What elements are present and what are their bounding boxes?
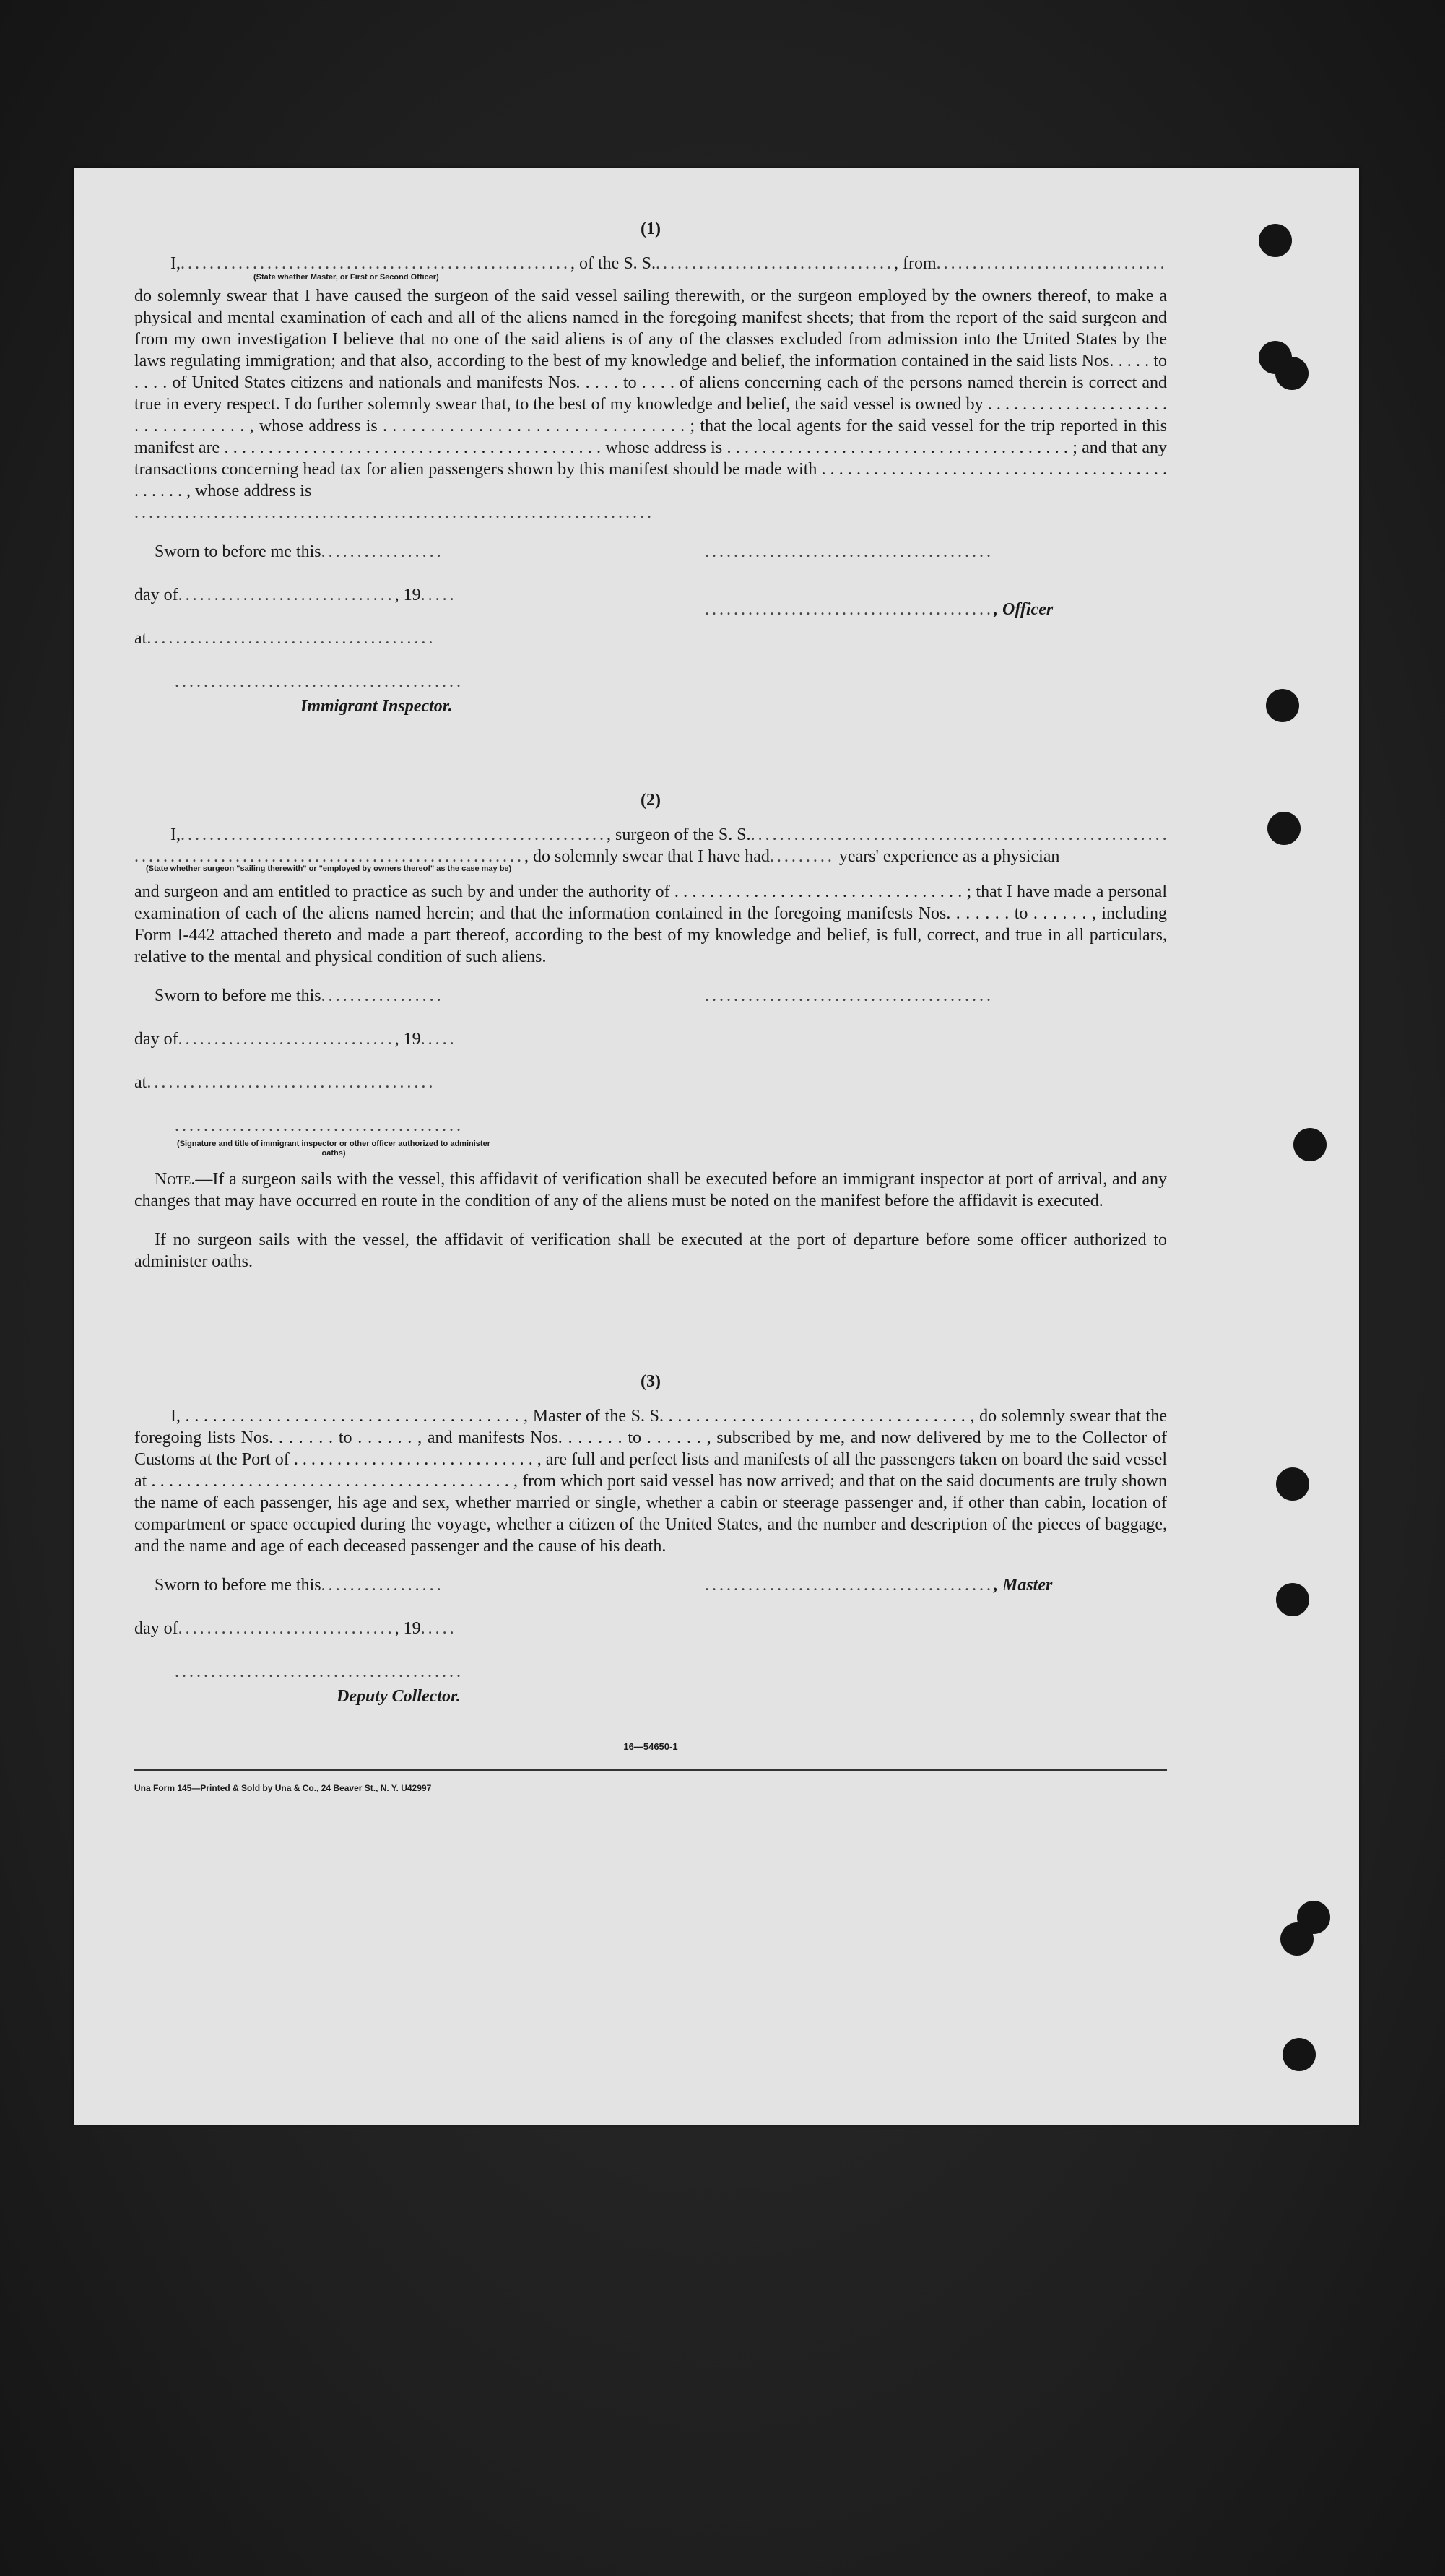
label-of-ss: , of the S. S. [570,254,656,273]
punch-hole [1293,1128,1327,1161]
punch-hole [1276,1467,1309,1501]
note-paragraph [134,1168,1167,1212]
label-swear: , do solemnly swear that I have had [524,847,770,866]
signature-caption: (Signature and title of immigrant inspector or other officer authorized to administer oaths) [177,1140,490,1158]
sworn-date-field[interactable] [321,541,444,563]
surgeon-name-field[interactable] [181,824,607,846]
day-of-label: day of [134,586,178,604]
master-signature-field[interactable] [705,1574,994,1596]
at-field[interactable] [147,628,435,649]
punch-hole [1280,1922,1314,1956]
officer-caption: (State whether Master, or First or Second Officer) [253,273,439,282]
inspector-signature-field[interactable] [175,671,464,693]
section-number: (2) [641,791,661,810]
punch-hole [1259,224,1292,257]
section-master-verification [134,1371,1167,1799]
note-text: —If a surgeon sails with the vessel, this affidavit of verification shall be executed before an immigrant inspector at port of arrival, and any changes that may have occurred en route in the condition of any of the aliens must be noted on the manifest before the affidavit is executed. [134,1170,1167,1210]
manifest-page [74,168,1359,2125]
section3-body: I, . . . . . . . . . . . . . . . . . . . . . . . . . . . . . . . . . . . . . , Master of the S. S. . . . . . . . . . . . . . . . . . . . . . . . . . . . . . . . . . , do solemnly swear that the foregoing lists Nos. . . . . . . to . . . . . . , and manifests Nos. . . . . . . to . . . . . . , subscribed by me, and now delivered by me to the Collector of Customs at the Port of . . . . . . . . . . . . . . . . . . . . . . . . . . . . , are full and perfect lists and manifests of all the passengers taken on board the said vessel at . . . . . . . . . . . . . . . . . . . . . . . . . . . . . . . . . . . . . . . . . , from which port said vessel has now arrived; and that on the said documents are truly shown the name of each passenger, his age and sex, whether married or single, whether a cabin or steerage passenger and, if other than cabin, location of compartment or space occupied during the voyage, whether a citizen of the United States, and the number and description of the pieces of baggage, and the name and age of each deceased passenger and the cause of his death. [134,1407,1167,1556]
day-field[interactable] [178,1028,395,1050]
year-field[interactable] [421,584,457,606]
officer-label: , Officer [994,600,1054,619]
note-paragraph-2: If no surgeon sails with the vessel, the affidavit of verification shall be executed at the port of departure before some officer authorized to administer oaths. [134,1231,1167,1271]
section-master-oath [134,218,1167,717]
year-field[interactable] [421,1028,457,1050]
sworn-block-3 [134,1574,1167,1707]
surgeon-caption: (State whether surgeon "sailing therewith" or "employed by owners thereof" as the case may be) [146,864,512,873]
punch-hole [1266,689,1299,722]
day-field[interactable] [178,584,395,606]
master-label: , Master [994,1576,1053,1595]
label-surgeon-of: , surgeon of the S. S. [607,825,751,844]
punch-hole [1283,2038,1316,2071]
section-number: (3) [641,1372,661,1391]
day-of-label: day of [134,1030,178,1049]
officer-signature-field[interactable] [705,599,994,620]
year-label: , 19 [394,1619,421,1638]
day-field[interactable] [178,1618,395,1639]
footer-rule [134,1769,1167,1771]
punch-hole [1275,357,1309,390]
label-i: I, [170,825,181,844]
collector-signature-field[interactable] [175,1661,464,1683]
vessel-name-field[interactable] [656,253,894,274]
label-i: I, [170,254,181,273]
punch-hole [1276,1583,1309,1616]
sworn-date-field[interactable] [321,985,444,1007]
at-label: at [134,1073,147,1092]
years-field[interactable] [770,846,835,867]
officer-name-field[interactable] [181,253,570,274]
section-number: (1) [641,220,661,238]
deputy-caption: Deputy Collector. [337,1687,461,1706]
sworn-block-1 [134,541,1167,717]
surgeon-signature-field[interactable] [705,985,994,1007]
trailing-dots [134,502,1167,524]
punch-hole [1267,812,1301,845]
surgeon-vessel-field[interactable] [751,824,1167,846]
sworn-label: Sworn to before me this [155,986,321,1005]
year-field[interactable] [421,1618,457,1639]
officer-line [134,253,1167,274]
sworn-block-2 [134,985,1167,1158]
inspector-caption: Immigrant Inspector. [300,697,453,716]
form-content [134,218,1167,1799]
section2-body: and surgeon and am entitled to practice as such by and under the authority of . . . . . . . . . . . . . . . . . . . . . . . . . . . . . . . . . ; that I have made a personal examination of each of the aliens named herein; and that the information contained in the foregoing manifests Nos. . . . . . . to . . . . . . , including Form I-442 attached thereto and made a part thereof, according to the best of my knowledge and belief, is full, correct, and true in all particulars, relative to the mental and physical condition of such aliens. [134,882,1167,966]
blank-line [705,541,994,563]
note-label: Note. [155,1170,196,1189]
section1-body: do solemnly swear that I have caused the surgeon of the said vessel sailing therewith, or the surgeon employed by the owners thereof, to make a physical and mental examination of each and all of the aliens named in the foregoing manifest sheets; that from the report of the said surgeon and from my own investigation I believe that no one of the said aliens is of any of the classes excluded from admission into the United States by the laws regulating immigration; and that also, according to the best of my knowledge and belief, the information contained in the said lists Nos. . . . . to . . . . of United States citizens and nationals and manifests Nos. . . . . to . . . . of aliens concerning each of the persons named therein is correct and true in every respect. I do further solemnly swear that, to the best of my knowledge and belief, the said vessel is owned by . . . . . . . . . . . . . . . . . . . . . . . . . . . . . . . . . , whose address is . . . . . . . . . . . . . . . . . . . . . . . . . . . . . . . . ; that the local agents for the said vessel for the trip reported in this manifest are . . . . . . . . . . . . . . . . . . . . . . . . . . . . . . . . . . . . . . . . . . . whose address is . . . . . . . . . . . . . . . . . . . . . . . . . . . . . . . . . . . . . . . ; and that any transactions concerning head tax for alien passengers shown by this manifest should be made with . . . . . . . . . . . . . . . . . . . . . . . . . . . . . . . . . . . . . . . . . . . . . . , whose address is [134,287,1167,500]
at-label: at [134,629,147,648]
day-of-label: day of [134,1619,178,1638]
sworn-label: Sworn to before me this [155,1576,321,1595]
section-surgeon-oath [134,789,1167,1272]
port-from-field[interactable] [937,253,1167,274]
year-label: , 19 [394,1030,421,1049]
label-from: , from [894,254,937,273]
inspector-signature-field[interactable] [175,1115,464,1137]
label-years: years' experience as a physician [838,847,1060,866]
year-label: , 19 [394,586,421,604]
at-field[interactable] [147,1072,435,1093]
printer-imprint: Una Form 145—Printed & Sold by Una & Co., 24 Beaver St., N. Y. U42997 [134,1783,432,1793]
form-code: 16—54650-1 [623,1741,678,1752]
sworn-label: Sworn to before me this [155,542,321,561]
sworn-date-field[interactable] [321,1574,444,1596]
